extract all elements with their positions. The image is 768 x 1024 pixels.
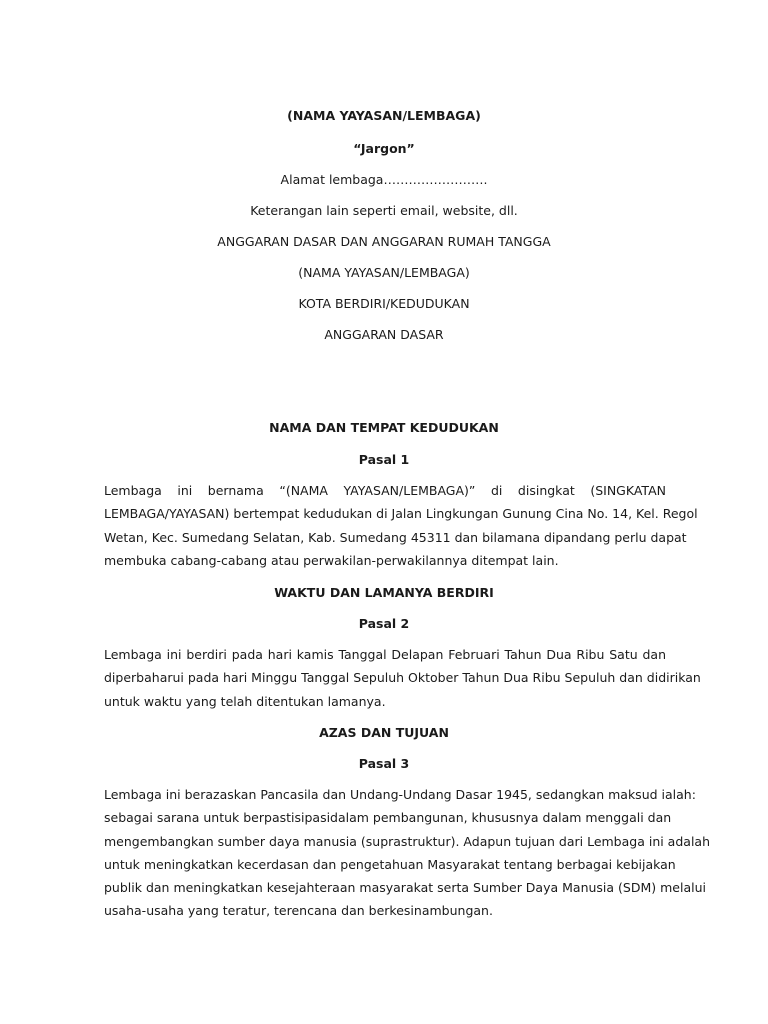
jargon: “Jargon” — [353, 141, 415, 156]
body-line: diperbaharui pada hari Minggu Tanggal Sepuluh Oktober Tahun Dua Ribu Sepuluh dan didirikan — [104, 670, 701, 686]
body-line: mengembangkan sumber daya manusia (suprastruktur). Adapun tujuan dari Lembaga ini adalah — [104, 833, 710, 849]
body-line: untuk meningkatkan kecerdasan dan pengetahuan Masyarakat tentang berbagai kebijakan — [104, 856, 676, 872]
org-name-repeat: (NAMA YAYASAN/LEMBAGA) — [298, 265, 470, 280]
section-title: ANGGARAN DASAR — [324, 327, 444, 342]
article-number: Pasal 2 — [358, 616, 410, 631]
article-body — [104, 647, 701, 717]
org-name: (NAMA YAYASAN/LEMBAGA) — [287, 108, 481, 123]
body-line: usaha-usaha yang teratur, terencana dan berkesinambungan. — [104, 903, 493, 919]
body-line: untuk waktu yang telah ditentukan lamanya. — [104, 693, 386, 709]
body-line: Lembaga ini berdiri pada hari kamis Tanggal Delapan Februari Tahun Dua Ribu Satu dan — [104, 647, 666, 662]
body-line: sebagai sarana untuk berpastisipasidalam pembangunan, khususnya dalam menggali dan — [104, 810, 672, 826]
article-number: Pasal 1 — [358, 452, 410, 467]
other-info-line: Keterangan lain seperti email, website, dll. — [250, 203, 518, 218]
article-body — [104, 787, 710, 927]
address-line: Alamat lembaga……………………. — [280, 172, 488, 187]
body-line: LEMBAGA/YAYASAN) bertempat kedudukan di Jalan Lingkungan Gunung Cina No. 14, Kel. Regol — [104, 506, 698, 522]
article-number: Pasal 3 — [358, 756, 410, 771]
article-body — [104, 483, 698, 576]
city-line: KOTA BERDIRI/KEDUDUKAN — [298, 296, 470, 311]
body-line: publik dan meningkatkan kesejahteraan masyarakat serta Sumber Daya Manusia (SDM) melalui — [104, 880, 706, 896]
chapter-heading: NAMA DAN TEMPAT KEDUDUKAN — [269, 420, 499, 435]
body-line: Lembaga ini berazaskan Pancasila dan Undang-Undang Dasar 1945, sedangkan maksud ialah: — [104, 787, 696, 802]
body-line: membuka cabang-cabang atau perwakilan-perwakilannya ditempat lain. — [104, 552, 559, 568]
body-line: Wetan, Kec. Sumedang Selatan, Kab. Sumedang 45311 dan bilamana dipandang perlu dapat — [104, 529, 687, 545]
document-title: ANGGARAN DASAR DAN ANGGARAN RUMAH TANGGA — [217, 234, 551, 249]
chapter-heading: AZAS DAN TUJUAN — [319, 725, 449, 740]
chapter-heading: WAKTU DAN LAMANYA BERDIRI — [274, 585, 494, 600]
body-line: Lembaga ini bernama “(NAMA YAYASAN/LEMBAGA)” di disingkat (SINGKATAN — [104, 483, 666, 498]
